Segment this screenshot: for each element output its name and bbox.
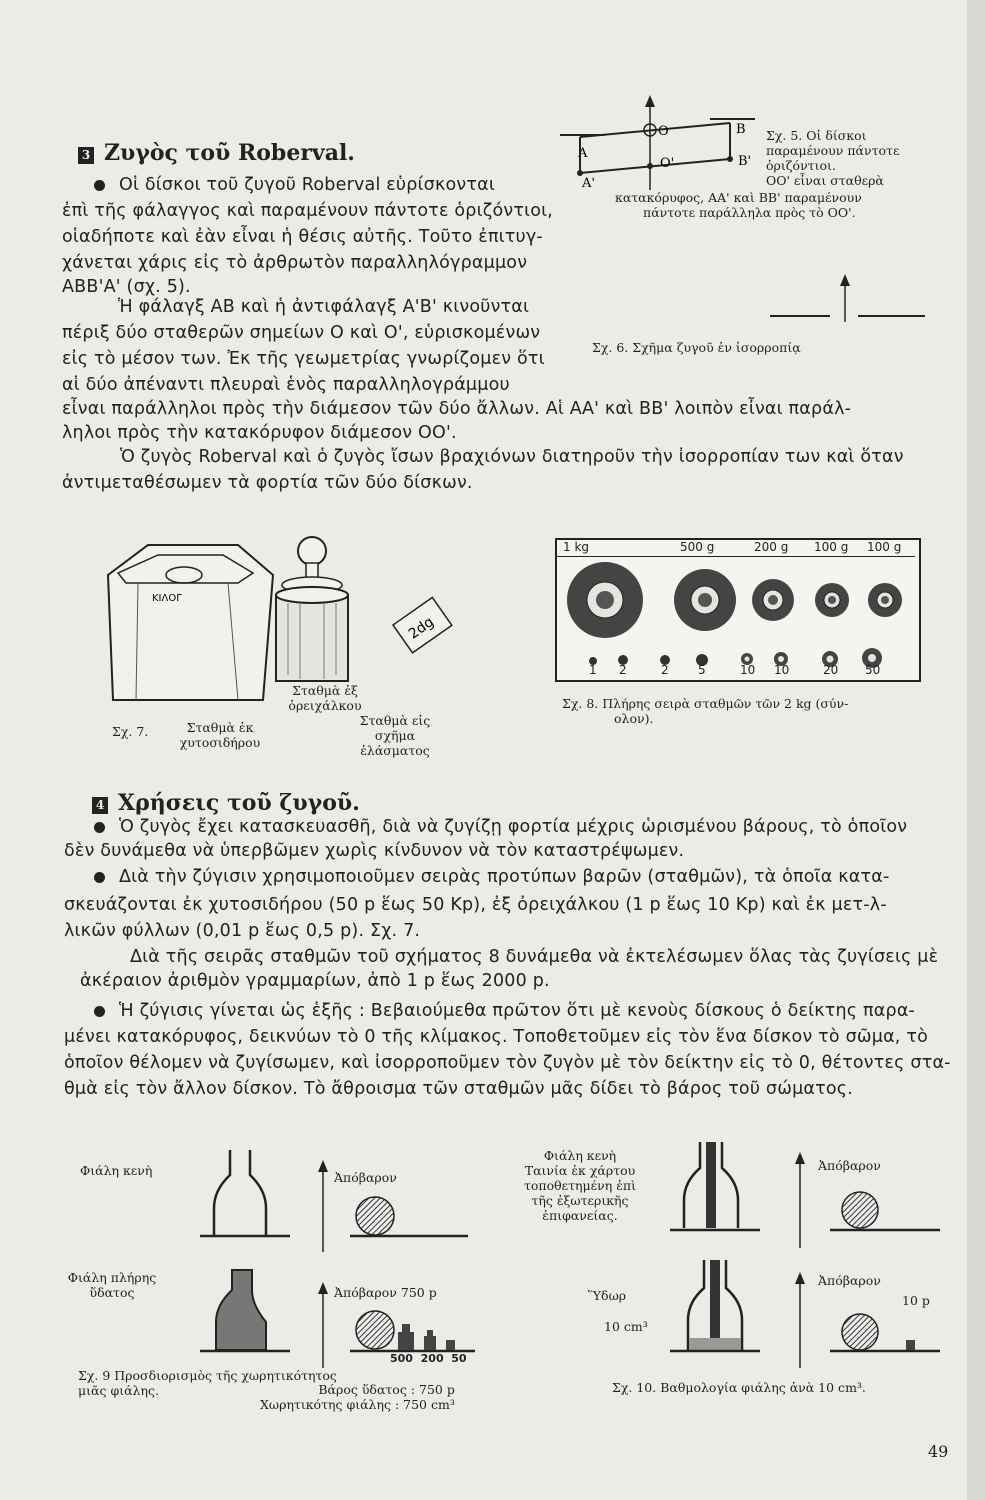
fig8-header [557, 538, 915, 557]
s4-line-3: Διὰ τὴν ζύγισιν χρησιμοποιοῦμεν σειρὰς προτύπων βαρῶν (σταθμῶν), τὰ ὁποῖα κατα- [94, 862, 889, 892]
s4-line-10: ὁποῖον θέλομεν νὰ ζυγίσωμεν, καὶ ἰσορροποῦμεν τὸν ζυγὸν μὲ τὸν δείκτην εἰς τὸ 0, θέτοντες στα- [64, 1053, 951, 1073]
fig5-label-o2: O' [660, 156, 675, 171]
s4-line-4: σκευάζονται ἐκ χυτοσιδήρου (50 p ἕως 50 Kp), ἐξ ὀρειχάλκου (1 p ἕως 10 Kp) καὶ ἐκ μετ-λ- [64, 895, 887, 915]
fig5-beam-a2b2 [580, 159, 730, 173]
fig5-arrow-icon [645, 95, 655, 107]
fig10-diagram [660, 1140, 940, 1375]
fig10-paper-strip [706, 1142, 716, 1228]
fig9-weight-labels: 500 200 50 [390, 1352, 467, 1365]
fig9-weight-500 [398, 1332, 414, 1350]
fig10-arrow-icon-2 [795, 1272, 805, 1284]
fig7-brass-weight [276, 537, 348, 681]
s4-line-5: λικῶν φύλλων (0,01 p ἕως 0,5 p). Σχ. 7. [64, 921, 421, 941]
bullet-icon [94, 822, 105, 833]
fig9-weight-200 [424, 1336, 436, 1350]
fig5-label-a: A [578, 146, 588, 161]
s3-line-10: εἶναι παράλληλοι πρὸς τὴν διάμεσον τῶν δύο ἄλλων. Αἱ ΑΑ' καὶ ΒΒ' λοιπὸν εἶναι παράλ- [62, 399, 852, 419]
section4-number: 4 [92, 797, 108, 814]
s3-line-9: αἱ δύο ἀπέναντι πλευραὶ ἑνὸς παραλληλογράμμου [62, 375, 510, 395]
fig9-tare-ball [356, 1197, 394, 1235]
fig10-bottle-empty [684, 1142, 738, 1228]
fig10-tare-ball [842, 1192, 878, 1228]
page-edge [967, 0, 985, 1500]
fig5-label-b2: B' [738, 154, 752, 169]
fig6-diagram [770, 270, 930, 330]
fig5-pivot-o2 [647, 163, 653, 169]
fig5-caption-a: Σχ. 5. Οἱ δίσκοι παραμένουν πάντοτε ὁριζόντιοι. ΟΟ' εἶναι σταθερὰ [766, 128, 900, 188]
fig10-weight-label: 10 p [902, 1293, 930, 1308]
fig8-header-100g-b: 100 g [867, 540, 902, 554]
s4-line-6: Διὰ τῆς σειρᾶς σταθμῶν τοῦ σχήματος 8 δυνάμεθα νὰ ἐκτελέσωμεν ὅλας τὰς ζυγίσεις μὲ [130, 947, 939, 967]
fig8-small-labels: 1 2 2 5 10 10 20 50 [589, 663, 881, 677]
page-number: 49 [928, 1442, 949, 1461]
bullet-icon [94, 872, 105, 883]
fig5-diagram [560, 95, 760, 205]
fig5-label-a2: A' [582, 176, 595, 191]
fig9-arrow-icon [318, 1160, 328, 1172]
fig7-caption: Σχ. 7. [112, 724, 149, 739]
fig9-results: Βάρος ὕδατος : 750 p Χωρητικότης φιάλης : 750 cm³ [260, 1382, 455, 1412]
fig8-header-200g: 200 g [754, 540, 789, 554]
s3-line-2: ἐπὶ τῆς φάλαγγος καὶ παραμένουν πάντοτε ὁριζόντιοι, [62, 201, 553, 221]
fig7-iron-weight [108, 545, 273, 700]
s4-line-7: ἀκέραιον ἀριθμὸν γραμμαρίων, ἀπὸ 1 p ἕως 2000 p. [80, 971, 550, 991]
s3-line-3: οἱαδήποτε καὶ ἐὰν εἶναι ἡ θέσις αὐτῆς. Τοῦτο ἐπιτυγ- [62, 227, 543, 247]
fig7-label-iron: Σταθμὰ ἐκ χυτοσιδήρου [179, 720, 261, 750]
s4-line-8: Ἡ ζύγισις γίνεται ὡς ἑξῆς : Βεβαιούμεθα πρῶτον ὅτι μὲ κενοὺς δίσκους ὁ δείκτης παρα- [94, 996, 915, 1026]
bullet-icon [94, 180, 105, 191]
s4-line-9: μένει κατακόρυφος, δεικνύων τὸ 0 τῆς κλίμακος. Τοποθετοῦμεν εἰς τὸν ἕνα δίσκον τὸ σῶμα, τὸ [64, 1027, 928, 1047]
s4-line-2: δὲν δυνάμεθα νὰ ὑπερβῶμεν χωρὶς κίνδυνον νὰ τὸν καταστρέψωμεν. [64, 841, 685, 861]
fig9-tare-750-label: Ἀπόβαρον 750 p [334, 1285, 437, 1300]
fig8-header-1kg: 1 kg [563, 540, 590, 554]
fig10-caption: Σχ. 10. Βαθμολογία φιάλης ἀνὰ 10 cm³. [612, 1380, 866, 1395]
fig10-arrow-icon [795, 1152, 805, 1164]
section3-heading [78, 140, 355, 166]
fig9-arrow-icon-2 [318, 1282, 328, 1294]
fig8-header-100g-a: 100 g [814, 540, 849, 554]
s3-line-13: ἀντιμεταθέσωμεν τὰ φορτία τῶν δύο δίσκων. [62, 473, 473, 493]
fig8-caption: Σχ. 8. Πλήρης σειρὰ σταθμῶν τῶν 2 kg (σύν- ολον). [562, 696, 849, 726]
bullet-icon [94, 1006, 105, 1017]
s3-line-1: Οἱ δίσκοι τοῦ ζυγοῦ Roberval εὑρίσκονται [94, 170, 495, 200]
s3-line-11: ληλοι πρὸς τὴν κατακόρυφον διάμεσον ΟΟ'. [62, 423, 457, 443]
fig9-empty-label: Φιάλη κενὴ [80, 1163, 153, 1178]
s3-line-8: εἰς τὸ μέσον των. Ἐκ τῆς γεωμετρίας γνωρίζομεν ὅτι [62, 349, 545, 369]
fig10-tare-label-2: Ἀπόβαρον [818, 1273, 881, 1288]
fig9-tare-label: Ἀπόβαρον [334, 1170, 397, 1185]
fig5-caption-b: κατακόρυφος, ΑΑ' καὶ ΒΒ' παραμένουν πάντοτε παράλληλα πρὸς τὸ ΟΟ'. [615, 190, 862, 220]
fig10-volume-label: 10 cm³ [604, 1319, 648, 1334]
fig7-label-brass: Σταθμὰ ἐξ ὀρειχάλκου [288, 683, 362, 713]
fig10-weight-10p [906, 1340, 915, 1350]
fig8-header-500g: 500 g [680, 540, 715, 554]
s3-line-12: Ὁ ζυγὸς Roberval καὶ ὁ ζυγὸς ἴσων βραχιόνων διατηροῦν τὴν ἰσορροπίαν των καὶ ὅταν [120, 447, 904, 467]
fig10-water-label: Ὕδωρ [588, 1288, 627, 1303]
fig10-bottle-water [688, 1260, 742, 1350]
fig7-sheet-weight [393, 597, 452, 652]
s4-line-11: θμὰ εἰς τὸν ἄλλον δίσκον. Τὸ ἄθροισμα τῶν σταθμῶν μᾶς δίδει τὸ βάρος τοῦ σώματος. [64, 1079, 854, 1099]
section3-title: Ζυγὸς τοῦ Roberval. [104, 140, 355, 166]
s3-line-6: Ἡ φάλαγξ ΑΒ καὶ ἡ ἀντιφάλαγξ Α'Β' κινοῦνται [118, 297, 530, 317]
fig9-full-bottle [216, 1270, 266, 1350]
fig9-empty-bottle [214, 1150, 266, 1235]
section4-title: Χρήσεις τοῦ ζυγοῦ. [118, 790, 360, 816]
fig7-sheet-label: 2dg [405, 614, 437, 643]
s3-line-4: χάνεται χάρις εἰς τὸ ἀρθρωτὸν παραλληλόγραμμον [62, 253, 528, 273]
fig5-label-b: B [736, 122, 746, 137]
fig7-iron-label: ΚΙΛΟΓ [152, 593, 182, 604]
fig6-caption: Σχ. 6. Σχῆμα ζυγοῦ ἐν ἰσορροπίᾳ [592, 340, 801, 355]
s3-line-5: ΑΒΒ'Α' (σχ. 5). [62, 277, 191, 297]
fig7-label-sheet: Σταθμὰ εἰς σχῆμα ἐλάσματος [359, 713, 431, 758]
fig9-full-label: Φιάλη πλήρης ὕδατος [67, 1270, 157, 1300]
s4-line-1: Ὁ ζυγὸς ἔχει κατασκευασθῆ, διὰ νὰ ζυγίζῃ φορτία μέχρις ὡρισμένου βάρους, τὸ ὁποῖον [94, 812, 907, 842]
fig10-bottle-label: Φιάλη κενὴ Ταινία ἐκ χάρτου τοποθετημένη ἐπὶ τῆς ἐξωτερικῆς ἐπιφανείας. [523, 1148, 637, 1223]
fig5-label-o: O [658, 124, 669, 139]
section3-number: 3 [78, 147, 94, 164]
fig10-tare-label: Ἀπόβαρον [818, 1158, 881, 1173]
fig8-diagram [555, 556, 917, 678]
fig9-weight-50 [446, 1340, 455, 1350]
fig6-arrow-icon [840, 274, 850, 286]
s3-line-7: πέριξ δύο σταθερῶν σημείων Ο καὶ Ο', εὑρισκομένων [62, 323, 541, 343]
fig9-caption: Σχ. 9 Προσδιορισμὸς τῆς χωρητικότητος μιᾶς φιάλης. [78, 1368, 337, 1398]
